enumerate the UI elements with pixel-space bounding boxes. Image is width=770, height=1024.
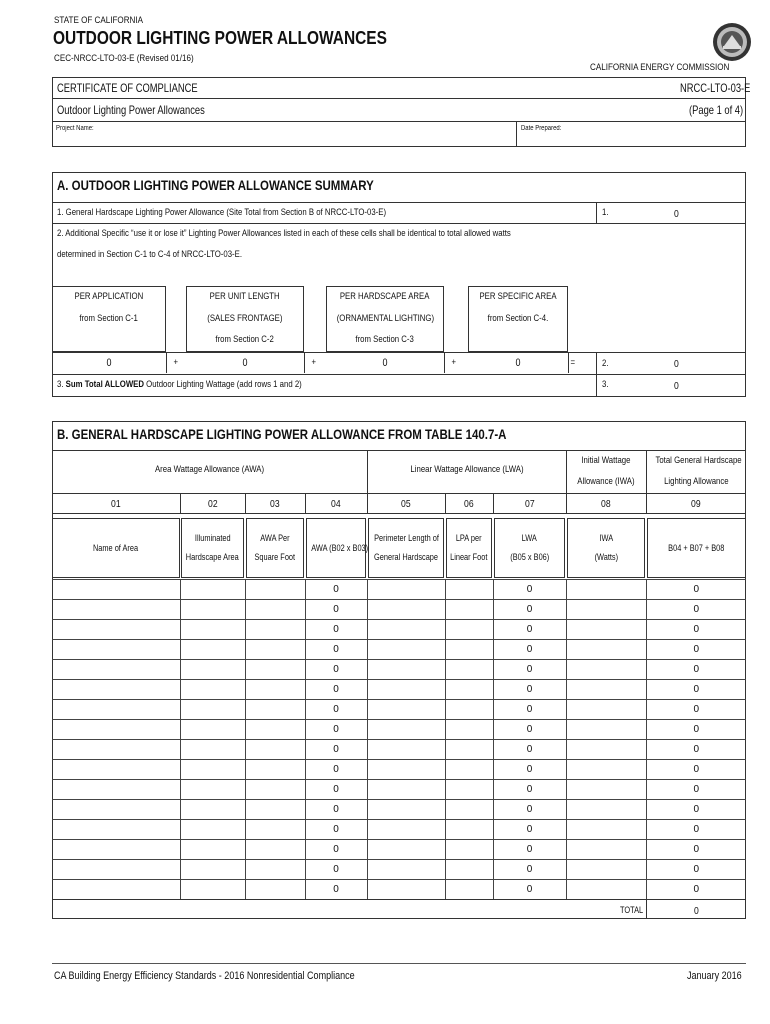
certificate-label: CERTIFICATE OF COMPLIANCE [57,81,198,95]
lwa-computed-cell: 0 [493,680,566,700]
column-header-box [494,518,565,578]
input-cell[interactable] [367,780,445,800]
awa-computed-cell: 0 [305,620,367,640]
input-cell[interactable] [445,780,493,800]
column-header-box [181,518,244,578]
input-cell[interactable] [180,720,245,740]
box3-label-line2: (ORNAMENTAL LIGHTING) [336,313,435,324]
total-label: TOTAL [620,905,644,915]
date-prepared-label: Date Prepared: [521,125,562,132]
project-name-field[interactable] [110,123,510,145]
column-number: 03 [270,498,280,510]
input-cell[interactable] [445,580,493,600]
input-cell[interactable] [245,760,305,780]
box2-label-line1: PER UNIT LENGTH [210,291,280,302]
input-cell[interactable] [367,680,445,700]
input-cell[interactable] [245,700,305,720]
input-cell[interactable] [367,860,445,880]
input-cell[interactable] [566,680,646,700]
awa-computed-cell: 0 [305,800,367,820]
input-cell[interactable] [367,840,445,860]
input-cell[interactable] [566,740,646,760]
input-cell[interactable] [566,580,646,600]
input-cell[interactable] [566,620,646,640]
input-cell[interactable] [566,700,646,720]
input-cell[interactable] [445,820,493,840]
input-cell[interactable] [367,620,445,640]
input-cell[interactable] [367,660,445,680]
column-header-label: Name of Area [93,543,139,553]
page-number: (Page 1 of 4) [689,103,744,117]
table-row [52,780,746,800]
awa-computed-cell: 0 [305,580,367,600]
awa-computed-cell: 0 [305,700,367,720]
footer-left: CA Building Energy Efficiency Standards - 2016 Nonresidential Compliance [54,970,355,982]
form-subtitle: Outdoor Lighting Power Allowances [57,103,205,117]
input-cell[interactable] [52,580,180,600]
form-code: CEC-NRCC-LTO-03-E (Revised 01/16) [54,53,194,64]
input-cell[interactable] [245,860,305,880]
table-row [52,800,746,820]
hardscape-table [52,579,746,900]
table-row [52,740,746,760]
column-number: 02 [207,498,218,510]
input-cell[interactable] [367,720,445,740]
total-allowance-cell: 0 [646,720,746,740]
input-cell[interactable] [52,720,180,740]
input-cell[interactable] [245,820,305,840]
total-allowance-cell: 0 [646,760,746,780]
column-header-label: Perimeter Length of [374,533,439,543]
input-cell[interactable] [180,880,245,900]
input-cell[interactable] [52,740,180,760]
input-cell[interactable] [367,820,445,840]
table-row [52,760,746,780]
row3-value: 0 [674,380,679,392]
input-cell[interactable] [566,880,646,900]
input-cell[interactable] [180,660,245,680]
column-header-label: LWA [521,533,538,543]
total-allowance-cell: 0 [646,580,746,600]
input-cell[interactable] [566,720,646,740]
table-row [52,820,746,840]
input-cell[interactable] [445,740,493,760]
input-cell[interactable] [52,700,180,720]
input-cell[interactable] [245,780,305,800]
input-cell[interactable] [52,780,180,800]
box2-label-line3: from Section C-2 [215,334,275,345]
total-allowance-cell: 0 [646,620,746,640]
row3-text [57,379,302,390]
input-cell[interactable] [245,720,305,740]
row2-value: 0 [674,358,679,370]
table-row [52,660,746,680]
input-cell[interactable] [52,620,180,640]
agency-label: CALIFORNIA ENERGY COMMISSION [590,62,730,73]
input-cell[interactable] [367,640,445,660]
awa-computed-cell: 0 [305,880,367,900]
group-lwa-label: Linear Wattage Allowance (LWA) [409,464,524,475]
total-allowance-cell: 0 [646,880,746,900]
plus-sign-1: + [173,357,179,368]
input-cell[interactable] [445,700,493,720]
input-cell[interactable] [180,600,245,620]
column-header-box [368,518,444,578]
box3-label-line3: from Section C-3 [355,334,415,345]
input-cell[interactable] [180,860,245,880]
group-total-line2: Lighting Allowance [663,476,729,487]
lwa-computed-cell: 0 [493,660,566,680]
box2-value: 0 [242,357,248,369]
input-cell[interactable] [245,620,305,640]
column-header-box [246,518,304,578]
lwa-computed-cell: 0 [493,780,566,800]
column-header-label: Illuminated [194,533,231,543]
column-number: 09 [691,498,701,510]
input-cell[interactable] [180,740,245,760]
input-cell[interactable] [245,660,305,680]
column-header-label: General Hardscape [374,552,439,562]
column-header-label: IWA [599,533,613,543]
column-number: 04 [331,498,341,510]
column-header-label: Hardscape Area [186,552,239,562]
total-allowance-cell: 0 [646,840,746,860]
table-row [52,860,746,880]
input-cell[interactable] [245,880,305,900]
awa-computed-cell: 0 [305,740,367,760]
input-cell[interactable] [245,580,305,600]
column-header-label: (Watts) [594,552,618,562]
input-cell[interactable] [367,760,445,780]
total-allowance-cell: 0 [646,600,746,620]
lwa-computed-cell: 0 [493,840,566,860]
row3-rest: Outdoor Lighting Wattage (add rows 1 and 2) [143,379,302,390]
input-cell[interactable] [180,780,245,800]
input-cell[interactable] [245,740,305,760]
input-cell[interactable] [180,760,245,780]
total-allowance-cell: 0 [646,780,746,800]
column-number: 06 [464,498,474,510]
input-cell[interactable] [52,840,180,860]
total-allowance-cell: 0 [646,800,746,820]
input-cell[interactable] [52,640,180,660]
input-cell[interactable] [367,580,445,600]
footer-right: January 2016 [687,970,742,982]
table-row [52,680,746,700]
awa-computed-cell: 0 [305,660,367,680]
box3-label-line1: PER HARDSCAPE AREA [340,291,430,302]
column-header-label: AWA Per [260,533,290,543]
input-cell[interactable] [566,760,646,780]
table-row [52,880,746,900]
row3-prefix: 3. [57,379,66,390]
state-label: STATE OF CALIFORNIA [54,15,143,26]
column-header-label: Linear Foot [450,552,488,562]
awa-computed-cell: 0 [305,840,367,860]
total-allowance-cell: 0 [646,860,746,880]
row2-text-line2: determined in Section C-1 to C-4 of NRCC-LTO-03-E. [57,249,243,260]
input-cell[interactable] [52,800,180,820]
total-allowance-cell: 0 [646,640,746,660]
awa-computed-cell: 0 [305,760,367,780]
awa-computed-cell: 0 [305,780,367,800]
box4-label-line1: PER SPECIFIC AREA [479,291,557,302]
row3-bold: Sum Total ALLOWED [65,379,144,390]
input-cell[interactable] [566,860,646,880]
column-header-label: AWA (B02 x B03) [311,543,369,553]
table-row [52,700,746,720]
group-awa-label: Area Wattage Allowance (AWA) [154,464,265,475]
awa-computed-cell: 0 [305,640,367,660]
input-cell[interactable] [367,800,445,820]
project-name-label: Project Name: [56,125,94,132]
column-header-label: (B05 x B06) [510,552,549,562]
input-cell[interactable] [180,840,245,860]
input-cell[interactable] [245,680,305,700]
form-id: NRCC-LTO-03-E [680,81,751,95]
total-allowance-cell: 0 [646,820,746,840]
input-cell[interactable] [445,680,493,700]
total-allowance-cell: 0 [646,700,746,720]
column-number: 05 [401,498,411,510]
input-cell[interactable] [445,760,493,780]
input-cell[interactable] [52,660,180,680]
input-cell[interactable] [180,800,245,820]
input-cell[interactable] [52,680,180,700]
total-value: 0 [694,905,699,917]
input-cell[interactable] [566,820,646,840]
plus-sign-3: + [451,357,457,368]
column-number: 08 [601,498,611,510]
input-cell[interactable] [180,700,245,720]
column-header-label: B04 + B07 + B08 [667,543,725,553]
input-cell[interactable] [180,820,245,840]
equals-sign: = [570,357,576,368]
input-cell[interactable] [367,880,445,900]
row1-text: 1. General Hardscape Lighting Power Allowance (Site Total from Section B of NRCC-LTO-03-E) [57,207,387,218]
awa-computed-cell: 0 [305,720,367,740]
input-cell[interactable] [245,600,305,620]
box1-label-line2: from Section C-1 [79,313,139,324]
awa-computed-cell: 0 [305,600,367,620]
input-cell[interactable] [445,880,493,900]
input-cell[interactable] [245,800,305,820]
input-cell[interactable] [445,840,493,860]
section-a-title: A. OUTDOOR LIGHTING POWER ALLOWANCE SUMMARY [57,177,374,193]
lwa-computed-cell: 0 [493,860,566,880]
box1-label-line1: PER APPLICATION [74,291,144,302]
input-cell[interactable] [566,660,646,680]
date-prepared-field[interactable] [565,123,743,145]
column-header-box [567,518,645,578]
input-cell[interactable] [245,640,305,660]
input-cell[interactable] [445,860,493,880]
total-allowance-cell: 0 [646,740,746,760]
input-cell[interactable] [566,800,646,820]
box1-value: 0 [106,357,112,369]
input-cell[interactable] [367,600,445,620]
input-cell[interactable] [52,860,180,880]
table-row [52,640,746,660]
column-header-box [446,518,492,578]
input-cell[interactable] [445,600,493,620]
lwa-computed-cell: 0 [493,880,566,900]
state-seal-icon [712,22,752,62]
table-row [52,600,746,620]
input-cell[interactable] [52,820,180,840]
lwa-computed-cell: 0 [493,760,566,780]
input-cell[interactable] [367,740,445,760]
box4-label-line2: from Section C-4. [487,313,549,324]
group-iwa-line1: Initial Wattage [581,455,631,466]
row2-number: 2. [602,358,609,369]
lwa-computed-cell: 0 [493,620,566,640]
input-cell[interactable] [566,840,646,860]
input-cell[interactable] [445,620,493,640]
input-cell[interactable] [445,640,493,660]
box2-label-line2: (SALES FRONTAGE) [207,313,283,324]
row1-number: 1. [602,207,609,218]
lwa-computed-cell: 0 [493,720,566,740]
table-row [52,720,746,740]
input-cell[interactable] [52,600,180,620]
input-cell[interactable] [566,780,646,800]
lwa-computed-cell: 0 [493,820,566,840]
input-cell[interactable] [180,680,245,700]
lwa-computed-cell: 0 [493,580,566,600]
input-cell[interactable] [52,880,180,900]
input-cell[interactable] [367,700,445,720]
row1-value: 0 [674,208,679,220]
row2-text-line1: 2. Additional Specific “use it or lose it” Lighting Power Allowances listed in each of these cells shall be identical to total allowed watts [57,228,511,239]
table-row [52,580,746,600]
lwa-computed-cell: 0 [493,700,566,720]
group-total-line1: Total General Hardscape [655,455,742,466]
lwa-computed-cell: 0 [493,600,566,620]
lwa-computed-cell: 0 [493,640,566,660]
form-title: OUTDOOR LIGHTING POWER ALLOWANCES [53,28,387,48]
input-cell[interactable] [445,800,493,820]
input-cell[interactable] [52,760,180,780]
awa-computed-cell: 0 [305,820,367,840]
column-header-label: LPA per [456,533,482,543]
input-cell[interactable] [566,640,646,660]
input-cell[interactable] [445,720,493,740]
lwa-computed-cell: 0 [493,740,566,760]
row3-number: 3. [602,379,609,390]
input-cell[interactable] [445,660,493,680]
input-cell[interactable] [566,600,646,620]
input-cell[interactable] [245,840,305,860]
awa-computed-cell: 0 [305,860,367,880]
input-cell[interactable] [180,640,245,660]
awa-computed-cell: 0 [305,680,367,700]
total-allowance-cell: 0 [646,660,746,680]
box4-value: 0 [515,357,521,369]
lwa-computed-cell: 0 [493,800,566,820]
table-row [52,840,746,860]
table-row [52,620,746,640]
column-number: 07 [524,498,535,510]
input-cell[interactable] [180,580,245,600]
total-allowance-cell: 0 [646,680,746,700]
section-b-title: B. GENERAL HARDSCAPE LIGHTING POWER ALLOWANCE FROM TABLE 140.7-A [57,426,507,442]
group-iwa-line2: Allowance (IWA) [577,476,635,487]
box3-value: 0 [382,357,388,369]
plus-sign-2: + [311,357,317,368]
input-cell[interactable] [180,620,245,640]
column-header-label: Square Foot [254,552,296,562]
column-number: 01 [111,498,121,510]
